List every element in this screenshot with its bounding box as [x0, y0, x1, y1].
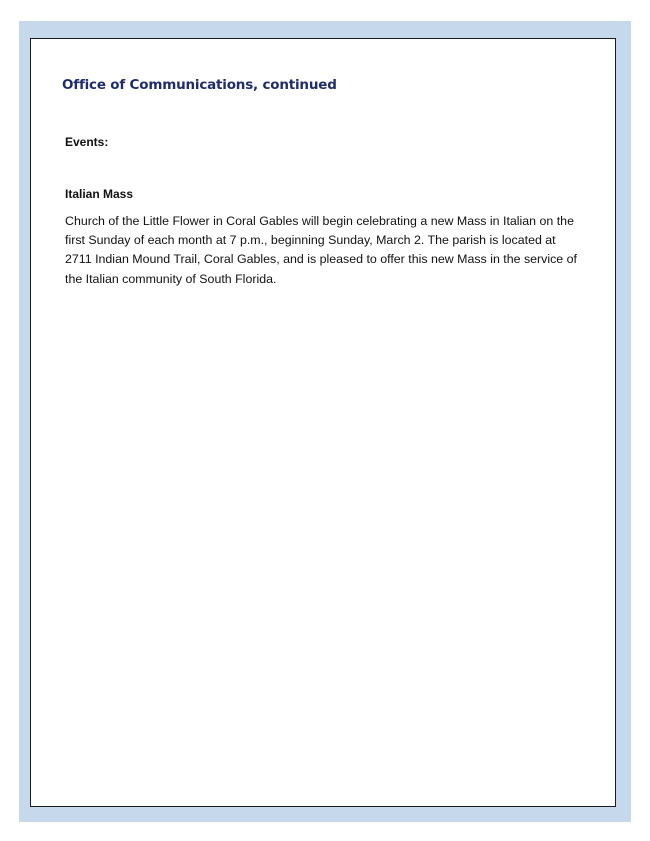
event-description: Church of the Little Flower in Coral Gables will begin celebrating a new Mass in Italian on the first Sunday of each month at 7 p.m., beginning Sunday, March 2. The parish is located at 2711 Indian Mound Trail, Coral Gables, and is pleased to offer this new Mass in the service of the Italian community of South Florida.	[65, 214, 577, 286]
event-title: Italian Mass	[65, 187, 134, 201]
document-page	[30, 38, 616, 807]
events-heading: Events:	[65, 135, 109, 149]
page-title: Office of Communications, continued	[62, 77, 337, 93]
